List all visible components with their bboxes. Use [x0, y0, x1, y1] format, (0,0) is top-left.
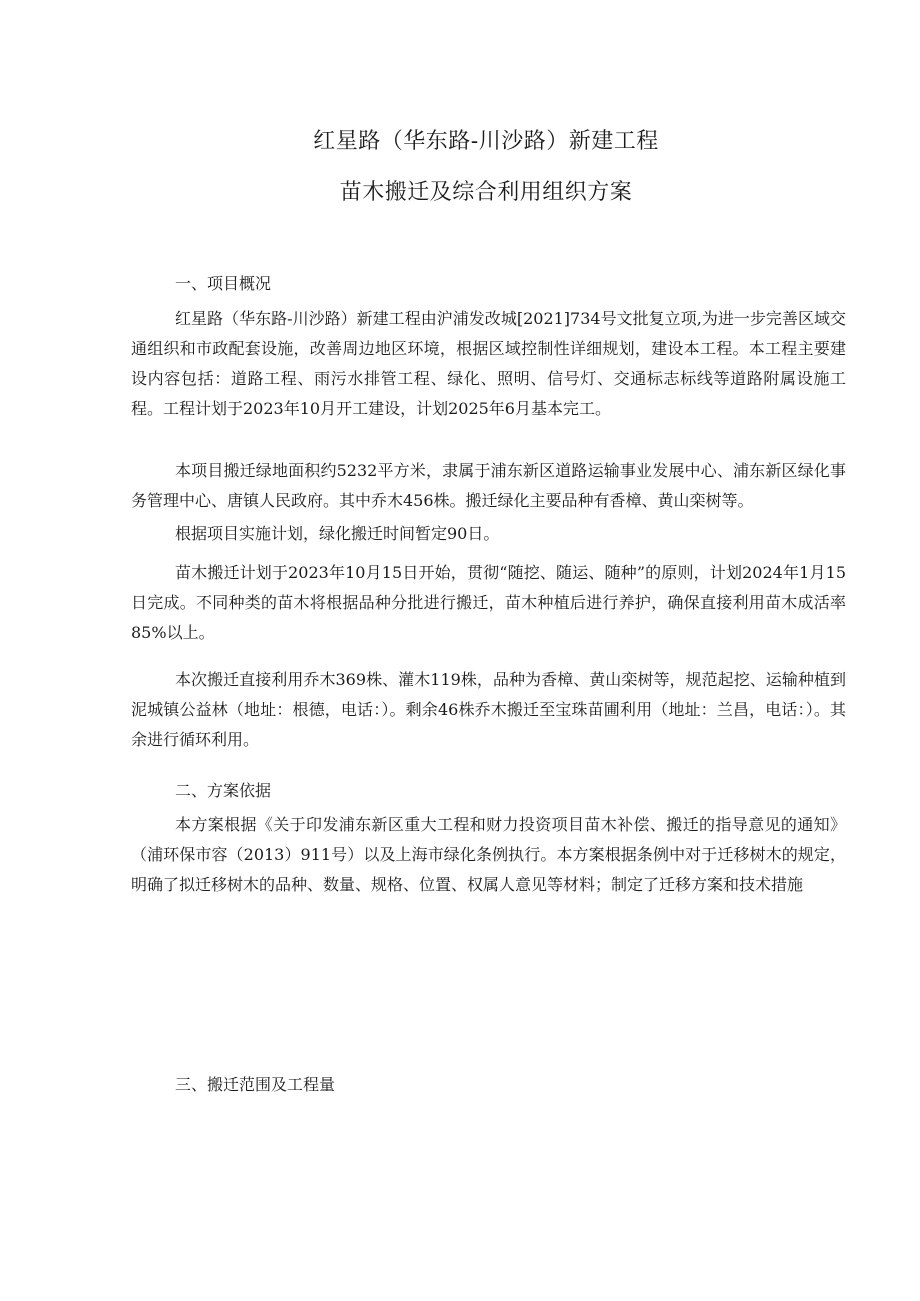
- document-title-line2: 苗木搬迁及综合利用组织方案: [339, 180, 633, 205]
- basis-paragraph: 本方案根据《关于印发浦东新区重大工程和财力投资项目苗木补偿、搬迁的指导意见的通知》（浦环保市容（2013）911号）以及上海市绿化条例执行。本方案根据条例中对于迁移树木的规定，明确了拟迁移树木的品种、数量、规格、位置、权属人意见等材料；制定了迁移方案和技术措施: [131, 815, 846, 894]
- section-heading-scope: 三、搬迁范围及工程量: [175, 1075, 336, 1094]
- overview-paragraph-4: 苗木搬迁计划于2023年10月15日开始，贯彻“随挖、随运、随种”的原则，计划2024年1月15日完成。不同种类的苗木将根据品种分批进行搬迁，苗木种植后进行养护，确保直接利用苗木成活率85%以上。: [131, 563, 846, 642]
- section-heading-overview: 一、项目概况: [175, 274, 272, 293]
- overview-paragraph-1: 红星路（华东路-川沙路）新建工程由沪浦发改城[2021]734号文批复立项,为进一步完善区域交通组织和市政配套设施，改善周边地区环境，根据区域控制性详细规划，建设本工程。本工程主要建设内容包括：道路工程、雨污水排管工程、绿化、照明、信号灯、交通标志标线等道路附属设施工程。工程计划于2023年10月开工建设，计划2025年6月基本完工。: [131, 309, 846, 418]
- overview-paragraph-5: 本次搬迁直接利用乔木369株、灌木119株，品种为香樟、黄山栾树等，规范起挖、运输种植到泥城镇公益林（地址：根德，电话：）。剩余46株乔木搬迁至宝珠苗圃利用（地址：兰昌，电话：）。其余进行循环利用。: [131, 670, 846, 749]
- section-heading-basis: 二、方案依据: [175, 781, 272, 800]
- document-title-line1: 红星路（华东路-川沙路）新建工程: [313, 129, 659, 154]
- overview-paragraph-3: 根据项目实施计划，绿化搬迁时间暂定90日。: [175, 524, 500, 543]
- overview-paragraph-2: 本项目搬迁绿地面积约5232平方米，隶属于浦东新区道路运输事业发展中心、浦东新区绿化事务管理中心、唐镇人民政府。其中乔木456株。搬迁绿化主要品种有香樟、黄山栾树等。: [131, 461, 846, 510]
